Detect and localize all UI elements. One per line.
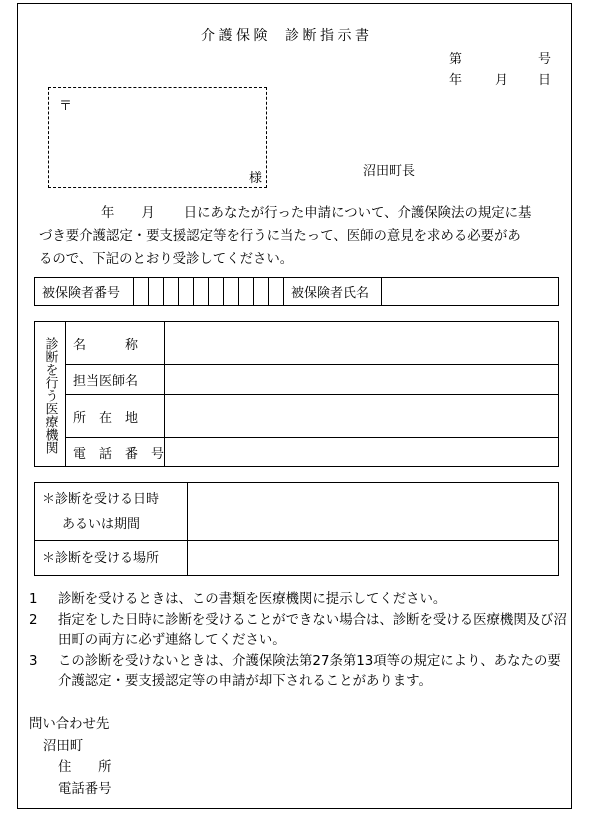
insured-number-digit-6[interactable] <box>209 278 224 306</box>
date-month: 月 <box>495 73 509 88</box>
diagnosis-datetime-label <box>35 483 188 541</box>
note-item: 3 この診断を受けないときは、介護保険法第27条第13項等の規定により、あなたの要介護認定・要支援認定等の申請が却下されることがあります。 <box>29 654 561 689</box>
body-line-1: 年 月 日にあなたが行った申請について、介護保険法の規定に基 <box>101 206 532 221</box>
note-item: 2 指定をした日時に診断を受けることができない場合は、診断を受ける医療機関及び沼田町の両方に必ず連絡してください。 <box>29 613 567 648</box>
body-paragraph <box>39 202 569 271</box>
insured-number-digit-1[interactable] <box>134 278 149 306</box>
institution-location-field[interactable] <box>165 395 559 438</box>
body-line-2: づき要介護認定・要支援認定等を行うに当たって、医師の意見を求める必要があ <box>39 229 521 244</box>
insured-number-label: 被保険者番号 <box>35 278 134 306</box>
insured-number-digit-4[interactable] <box>179 278 194 306</box>
insured-number-digit-7[interactable] <box>224 278 239 306</box>
diagnosis-datetime-label-line1: ＊診断を受ける日時 <box>42 491 160 507</box>
contact-address-label: 住 所 <box>58 760 112 776</box>
document-title: 介護保険 診断指示書 <box>201 28 373 44</box>
institution-phone-label: 電 話 番 号 <box>66 438 165 467</box>
sender-name: 沼田町長 <box>363 164 416 179</box>
institution-name-field[interactable] <box>165 322 559 365</box>
institution-group-label: 診断を行う医療機関 <box>35 322 66 467</box>
institution-name-label: 名 称 <box>66 322 165 365</box>
insured-number-digit-10[interactable] <box>269 278 284 306</box>
insured-number-digit-5[interactable] <box>194 278 209 306</box>
institution-phone-field[interactable] <box>165 438 559 467</box>
contact-org: 沼田町 <box>43 738 84 754</box>
recipient-address-box <box>48 87 267 188</box>
date-year: 年 <box>449 73 463 88</box>
notes-list <box>29 590 574 693</box>
recipient-honorific: 様 <box>249 171 263 186</box>
diagnosis-place-field[interactable] <box>188 541 559 576</box>
postal-mark: 〒 <box>59 99 73 114</box>
note-item: 1 診断を受けるときは、この書類を医療機関に提示してください。 <box>29 592 447 607</box>
insured-number-digit-3[interactable] <box>164 278 179 306</box>
insured-name-field[interactable] <box>382 278 559 306</box>
insured-number-digit-2[interactable] <box>149 278 164 306</box>
institution-table <box>34 321 559 467</box>
insured-number-digit-9[interactable] <box>254 278 269 306</box>
insured-name-label: 被保険者氏名 <box>284 278 382 306</box>
schedule-table <box>34 482 559 576</box>
contact-phone-label: 電話番号 <box>58 782 112 798</box>
insured-number-digit-8[interactable] <box>239 278 254 306</box>
doctor-name-field[interactable] <box>165 365 559 395</box>
number-prefix: 第 <box>449 52 463 67</box>
insured-info-table <box>34 277 559 306</box>
contact-block <box>29 714 112 801</box>
diagnosis-datetime-field[interactable] <box>188 483 559 541</box>
number-suffix: 号 <box>538 52 552 67</box>
diagnosis-datetime-label-line2: あるいは期間 <box>62 516 141 532</box>
institution-location-label: 所 在 地 <box>66 395 165 438</box>
date-day: 日 <box>538 73 552 88</box>
body-line-3: るので、下記のとおり受診してください。 <box>39 252 294 267</box>
diagnosis-place-label: ＊診断を受ける場所 <box>35 541 188 576</box>
contact-heading: 問い合わせ先 <box>29 717 110 732</box>
doctor-name-label: 担当医師名 <box>66 365 165 395</box>
